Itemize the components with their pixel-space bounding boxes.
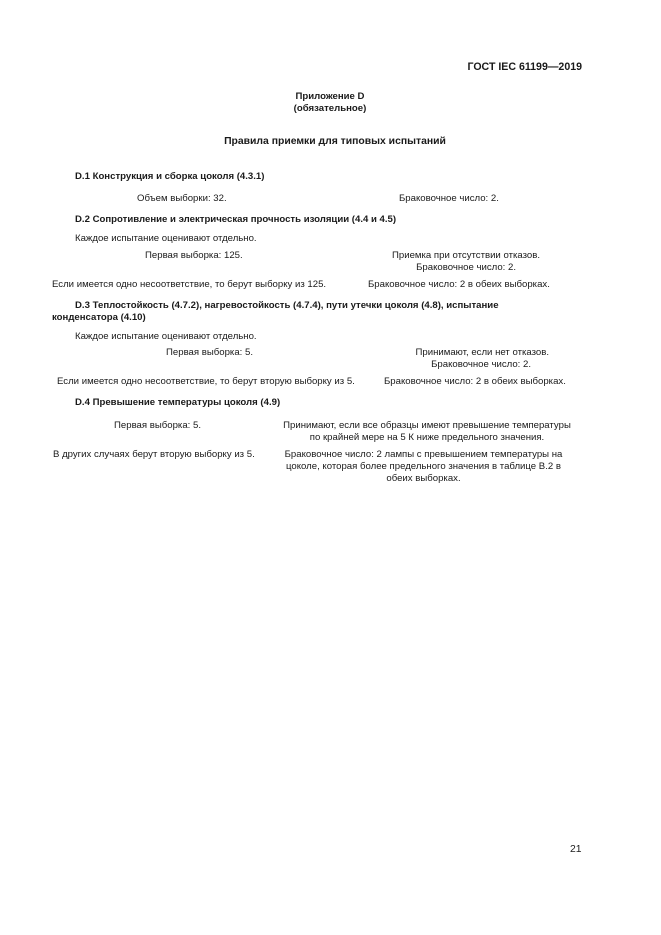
section-d4-title: D.4 Превышение температуры цоколя (4.9) [75, 397, 281, 408]
d2-reject-number: Браковочное число: 2. [416, 262, 516, 273]
d4-reject-line2: цоколе, которая более предельного значения в таблице В.2 в [286, 461, 561, 472]
d4-reject-line3: обеих выборках. [386, 473, 461, 484]
annex-status: (обязательное) [293, 103, 367, 114]
section-d2-title: D.2 Сопротивление и электрическая прочность изоляции (4.4 и 4.5) [75, 214, 397, 225]
page-number: 21 [570, 844, 582, 855]
section-d3-title-line1: D.3 Теплостойкость (4.7.2), нагревостойкость (4.7.4), пути утечки цоколя (4.8), испытание [75, 300, 499, 311]
d3-reject-number: Браковочное число: 2. [431, 359, 531, 370]
d4-accept-line1: Принимают, если все образцы имеют превышение температуры [283, 420, 571, 431]
d2-first-sample: Первая выборка: 125. [145, 250, 243, 261]
section-d1-title: D.1 Конструкция и сборка цоколя (4.3.1) [75, 171, 265, 182]
d2-second-sample: Если имеется одно несоответствие, то берут выборку из 125. [52, 279, 327, 290]
d3-note: Каждое испытание оценивают отдельно. [75, 331, 257, 342]
d4-accept-line2: по крайней мере на 5 К ниже предельного значения. [309, 432, 545, 443]
d3-accept-rule: Принимают, если нет отказов. [415, 347, 549, 358]
d1-reject-number: Браковочное число: 2. [399, 193, 499, 204]
d1-sample-size: Объем выборки: 32. [137, 193, 227, 204]
d3-first-sample: Первая выборка: 5. [166, 347, 253, 358]
d2-note: Каждое испытание оценивают отдельно. [75, 233, 257, 244]
d4-reject-line1: Браковочное число: 2 лампы с превышением температуры на [284, 449, 563, 460]
section-d3-title-line2: конденсатора (4.10) [52, 312, 146, 323]
d3-reject-both: Браковочное число: 2 в обеих выборках. [384, 376, 566, 387]
d4-second-sample: В других случаях берут вторую выборку из 5. [53, 449, 255, 460]
annex-title: Приложение D [295, 91, 365, 102]
d2-reject-both: Браковочное число: 2 в обеих выборках. [368, 279, 550, 290]
d2-accept-rule: Приемка при отсутствии отказов. [392, 250, 540, 261]
d3-second-sample: Если имеется одно несоответствие, то берут вторую выборку из 5. [57, 376, 355, 387]
document-code: ГОСТ IEC 61199—2019 [467, 61, 582, 73]
d4-first-sample: Первая выборка: 5. [114, 420, 201, 431]
annex-heading: Правила приемки для типовых испытаний [224, 136, 446, 147]
